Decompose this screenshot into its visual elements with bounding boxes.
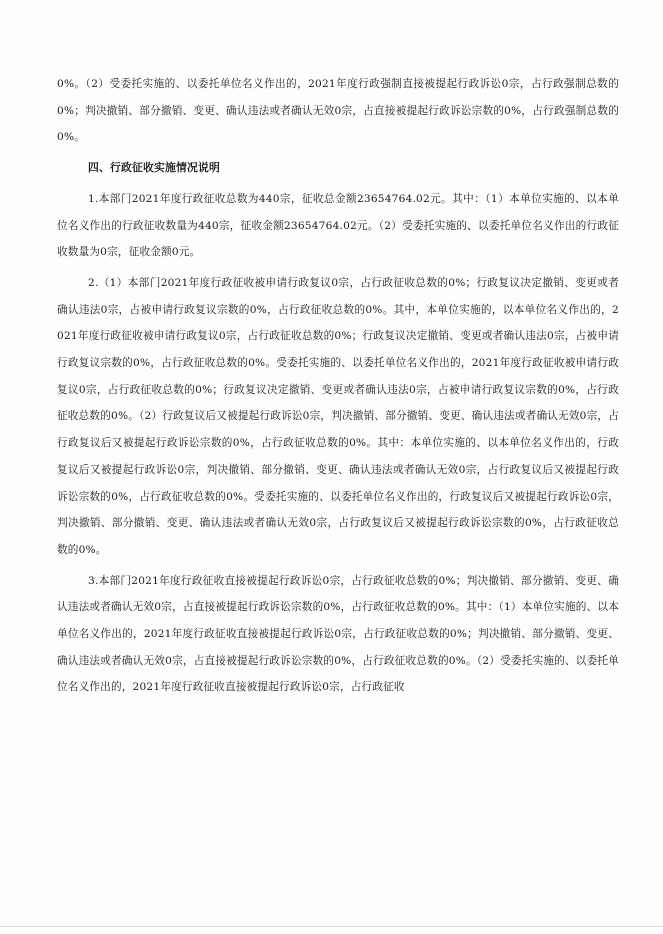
section-heading: 四、行政征收实施情况说明 <box>88 161 220 175</box>
document-body <box>57 71 619 701</box>
section-item-2: 2.（1）本部门2021年度行政征收被申请行政复议0宗，占行政征收总数的0%；行政复议决定撤销、变更或者确认违法0宗，占被申请行政复议宗数的0%，占行政征收总数的0%。其中，本单位实施的，以本单位名义作出的，2021年度行政征收被申请行政复议0宗，占行政征收总数的0%；行政复议决定撤销、变更或者确认违法0宗，占被申请行政复议宗数的0%，占行政征收总数的0%。受委托实施的、以委托单位名义作出的，2021年度行政征收被申请行政复议0宗，占行政征收总数的0%；行政复议决定撤销、变更或者确认违法0宗，占被申请行政复议宗数的0%，占行政征收总数的0%。（2）行政复议后又被提起行政诉讼0宗，判决撤销、部分撤销、变更、确认违法或者确认无效0宗，占行政复议后又被提起行政诉讼宗数的0%，占行政征收总数的0%。其中：本单位实施的、以本单位名义作出的，行政复议后又被提起行政诉讼0宗，判决撤销、部分撤销、变更、确认违法或者确认无效0宗，占行政复议后又被提起行政诉讼宗数的0%，占行政征收总数的0%。受委托实施的、以委托单位名义作出的，行政复议后又被提起行政诉讼0宗，判决撤销、部分撤销、变更、确认违法或者确认无效0宗，占行政复议后又被提起行政诉讼宗数的0%，占行政征收总数的0%。 <box>57 276 619 556</box>
section-item-1: 1.本部门2021年度行政征收总数为440宗，征收总金额23654764.02元。其中：（1）本单位实施的、以本单位名义作出的行政征收数量为440宗，征收金额23654764.02元。（2）受委托实施的、以委托单位名义作出的行政征收数量为0宗，征收金额0元。 <box>57 192 619 259</box>
continued-paragraph: 0%。（2）受委托实施的、以委托单位名义作出的，2021年度行政强制直接被提起行政诉讼0宗，占行政强制总数的0%；判决撤销、部分撤销、变更、确认违法或者确认无效0宗，占直接被提起行政诉讼宗数的0%，占行政强制总数的0%。 <box>57 78 619 144</box>
section-item-3: 3.本部门2021年度行政征收直接被提起行政诉讼0宗，占行政征收总数的0%；判决撤销、部分撤销、变更、确认违法或者确认无效0宗，占直接被提起行政诉讼宗数的0%，占行政征收总数的0%。其中：（1）本单位实施的、以本单位名义作出的，2021年度行政征收直接被提起行政诉讼0宗，占行政征收总数的0%；判决撤销、部分撤销、变更、确认违法或者确认无效0宗，占直接被提起行政诉讼宗数的0%，占行政征收总数的0%。（2）受委托实施的、以委托单位名义作出的，2021年度行政征收直接被提起行政诉讼0宗，占行政征收 <box>57 574 619 694</box>
page-bottom-edge <box>0 926 663 927</box>
